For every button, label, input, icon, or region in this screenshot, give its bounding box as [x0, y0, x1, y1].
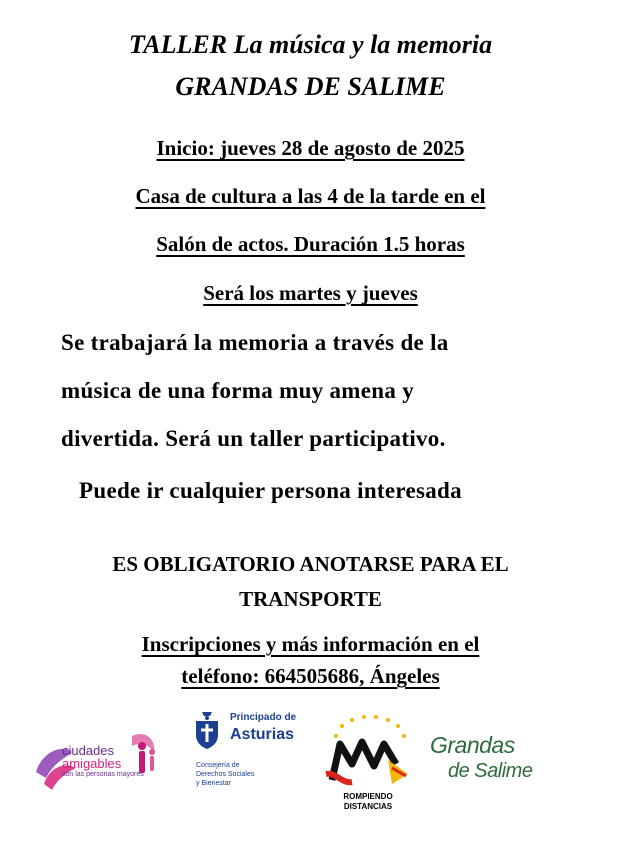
- notice-line-2: TRANSPORTE: [239, 587, 382, 611]
- asturias-line-2: Asturias: [230, 726, 295, 743]
- description-line-4: Puede ir cualquier persona interesada: [79, 478, 462, 503]
- asturias-dept-1: Consejería de: [196, 762, 240, 769]
- grandas-de-salime-logo: [430, 730, 548, 790]
- title-line-1: TALLER La música y la memoria: [128, 30, 493, 59]
- rompiendo-line-2: DISTANCIAS: [343, 802, 393, 811]
- ciudades-tagline: con las personas mayores: [62, 771, 144, 778]
- de-salime-word: de Salime: [448, 760, 533, 782]
- title-line-2: GRANDAS DE SALIME: [175, 72, 446, 101]
- ciudades-word: ciudades: [62, 743, 115, 758]
- grandas-word: Grandas: [430, 732, 515, 758]
- schedule-days: Será los martes y jueves: [203, 281, 418, 305]
- ciudades-amigables-logo: [32, 722, 162, 794]
- location-line-1: Casa de cultura a las 4 de la tarde en el: [135, 184, 486, 208]
- rompiendo-distancias-graphic: [322, 714, 414, 790]
- principado-asturias-logo: [194, 708, 312, 794]
- description-line-1: Se trabajará la memoria a través de la: [61, 330, 449, 355]
- asturias-line-1: Principado de: [230, 712, 297, 723]
- description-line-2: música de una forma muy amena y: [61, 378, 415, 403]
- asturias-dept-2: Derechos Sociales: [196, 771, 255, 778]
- description-line-3: divertida. Será un taller participativo.: [61, 426, 446, 451]
- location-line-2: Salón de actos. Duración 1.5 horas: [156, 232, 465, 256]
- asturias-crest-icon: [194, 710, 220, 750]
- asturias-dept-3: y Bienestar: [196, 780, 232, 787]
- amigables-word: amigables: [62, 756, 122, 771]
- rompiendo-distancias-logo: [322, 714, 414, 814]
- notice-line-1: ES OBLIGATORIO ANOTARSE PARA EL: [112, 552, 509, 576]
- contact-line-2: teléfono: 664505686, Ángeles: [181, 664, 440, 688]
- contact-line-1: Inscripciones y más información en el: [141, 632, 480, 656]
- start-date: Inicio: jueves 28 de agosto de 2025: [156, 136, 465, 160]
- rompiendo-line-1: ROMPIENDO: [343, 792, 393, 801]
